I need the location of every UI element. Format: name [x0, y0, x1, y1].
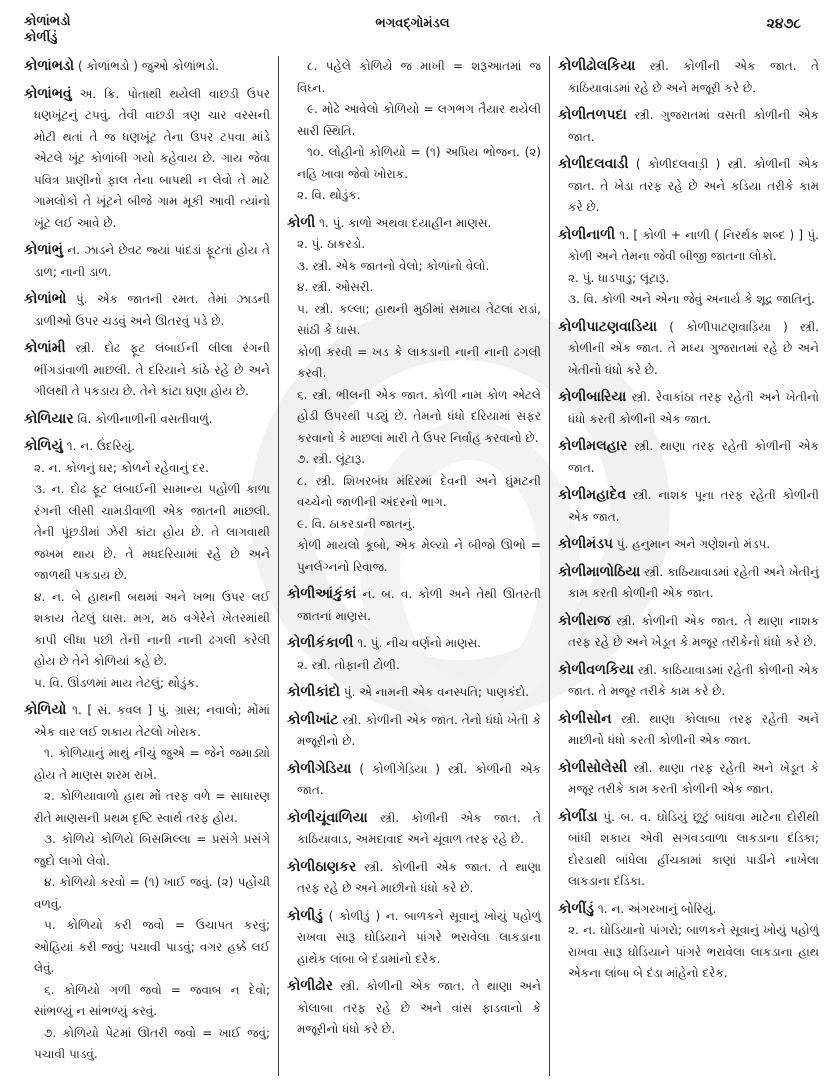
- sense-line: ૨. પું. ઠાકરડો.: [297, 237, 366, 251]
- sense-line: કોળી કરવી = ખડ કે લાકડાની નાની નાની ઢગલી કરવી.: [297, 344, 541, 380]
- definition: ૧. પું. નીચ વર્ણનો માણસ.: [357, 636, 482, 650]
- idiom-line: ૯. મોઢે આવેલો કોળિયો = લગભગ તૈયાર થયેલી સારી સ્થિતિ.: [297, 102, 541, 138]
- sense-line: ૯. વિ. ઠાકરડાની જાતનું.: [297, 516, 416, 531]
- entry-line: [558, 807, 819, 893]
- page-header: [0, 0, 825, 52]
- idiom-line: ૫. કોળિયો કરી જવો = ઉચાપત કરવું; ઓહિયાં કરી જવું; પચાવી પાડવું; વગર હક્કે લઈ લેવું.: [34, 918, 270, 975]
- sense-line: ૨. સ્ત્રી. તોફાની ટોળી.: [297, 657, 400, 672]
- dictionary-columns: [24, 56, 819, 1076]
- dictionary-entry: [558, 317, 819, 382]
- sense-line: ૮. સ્ત્રી. શિખરબંધ મંદિરમાં દેવની અને ઘુંમટની વચ્ચેનો જાળીની અંદરનો ભાગ.: [297, 473, 541, 509]
- sense-line: ૫. વિ. ઊંડળમાં માય તેટલું; થોડુંક.: [34, 675, 199, 690]
- entry-line: [558, 225, 819, 268]
- sense-line: ૩. વિ. કોળી અને એના જેવું અનાર્ય કે શૂદ્ર જાતિનું.: [568, 292, 815, 306]
- headword: કોળીનાળી: [558, 226, 616, 243]
- entry-line: [558, 154, 819, 219]
- dictionary-entry: [24, 240, 270, 283]
- idiom-line: ૮. પહેલે કોળિયે જ માખી = શરૂઆતમાં જ વિઘ્ન.: [297, 59, 541, 95]
- entry-line: [24, 289, 270, 332]
- entry-line: [287, 808, 541, 851]
- dictionary-entry: [558, 154, 819, 219]
- dictionary-entry: [24, 700, 270, 1066]
- headword: કોળીમલહાર: [558, 438, 628, 454]
- headword: કોળીખાંટ: [287, 711, 339, 728]
- dictionary-entry: [24, 84, 270, 235]
- definition: સ્ત્રી. કોળીની એક જાત. તે થાણા અને કોલાબા તરફ રહે છે અને વાંસ ફાડવાનો કે મજૂરીનો ધંધો કરે છે.: [297, 979, 541, 1036]
- sense-line: ૨. ન. ઘોડિયાનો પાંગરો; બાળકને સૂવાનું ખોયું પહોળું રાખવા સારૂ ઘોડિયાને પાંગરે ભરાવેલા લાકડાના હાથ એકના લાંબા બે દંડા માંહેનો દરેક.: [568, 923, 819, 980]
- entry-line: [287, 710, 541, 753]
- dictionary-entry: [558, 611, 819, 654]
- dictionary-entry: [558, 807, 819, 893]
- definition: સ્ત્રી. કોળીની એક જાત. તે થાણા તરફ રહે છે અને માછીનો ધંધો કરે છે.: [297, 859, 541, 895]
- sense-line: કોળી માયલો કૂબો, એક મેલ્યો ને બીજો ઊભો = પુનર્લગ્નનો રિવાજ.: [297, 538, 541, 574]
- entry-line: [558, 758, 819, 801]
- guide-word-last: કોળીંડું: [24, 30, 58, 45]
- idiom-line: ૬. કોળિયો ગળી જવો = જવાબ ન દેવો; સાંભળ્યું ન સાંભળ્યું કરવું.: [34, 982, 270, 1018]
- definition: ૧. પું. કાળો અથવા દયાહીન માણસ.: [319, 215, 492, 230]
- headword: કોળિયો: [24, 702, 67, 718]
- definition: અ. ક્રિ. પોતાથી થયેલી વાછડી ઉપર ધણખૂંટનું ટપવું. તેવી વાછડી ત્રણ ચાર વરસની મોટી થતાં તે જ ધણખૂંટ તેના ઉપર ટપવા માંડે એટલે ખૂંટ કોળાંબી ગયો કહેવાય છે. ગાય જેવા પવિત્ર પ્રાણીનો ફાલ તેના બાપથી ન લેવો તે માટે ગામલોકો તે ખૂંટને બીજે ગામ મૂકી આવી ત્યાંનો ખૂંટ લઈ આવે છે.: [34, 86, 270, 230]
- headword: કોળીરાજ: [558, 612, 611, 629]
- dictionary-entry: [558, 387, 819, 430]
- dictionary-entry: [24, 338, 270, 403]
- dictionary-entry: [287, 857, 541, 900]
- sense-line: ૨. પું. ધાડપાડુ; લૂંટારૂ.: [568, 270, 670, 285]
- dictionary-entry: [287, 976, 541, 1041]
- entry-line: [558, 317, 819, 382]
- definition: ( કોળીગેડ઼િયા ) સ્ત્રી. કોળીની એક જાત.: [297, 761, 541, 797]
- dictionary-entry: [287, 213, 541, 579]
- definition: ૧. [ કોળી + નાળી ( નિરર્થક શબ્દ ) ] પું. કોળી અને તેમના જેવી બીજી જાતના લોકો.: [568, 227, 819, 263]
- definition: સ્ત્રી. કાઠિયાવાડમાં રહેતી અને ખેતીનું કામ કરતી કોળીની એક જાત.: [568, 564, 819, 600]
- definition: સ્ત્રી. કોળીની એક જાત. તે કાઠિયાવાડ, અમદાવાદ અને ચૂંવાળ તરફ રહે છે.: [297, 810, 541, 846]
- definition: ૧. ન. ઉંદરિયું.: [66, 439, 136, 453]
- definition: પું. એ નામની એક વનસ્પતિ; પાણકંદો.: [343, 685, 530, 699]
- headword: કોળીબારિયા: [558, 389, 627, 405]
- dictionary-entry: [558, 709, 819, 752]
- sense-line: ૪. ન. બે હાથની બથમાં અને ખભા ઉપર લઈ શકાય તેટલું ઘાસ. મગ, મઠ વગેરેને ખેતરમાંથી કાપી લીધા પછી તેની નાની નાની ઢગલી કરેલી હોય છે તેને કોળિયાં કહે છે.: [34, 589, 270, 668]
- sense-line: ૨. ન. કોળનું ઘર; કોળને રહેવાનું દર.: [34, 460, 209, 475]
- entry-line: [24, 700, 270, 743]
- dictionary-entry: [558, 105, 819, 148]
- definition: પું. હનુમાન અને ગણેશનો મંડપ.: [616, 537, 771, 551]
- definition: ( કોળીડું ) ન. બાળકને સૂવાનું ખોયું પહોળું રાખવા સારૂ ઘોડિયાને પાંગરે ભરાવેલા લાકડાના હાથેક લાંબા બે દંડામાંનો દરેક.: [297, 908, 541, 966]
- idiom-line: ૩. કોળિયે કોળિયે બિસમિલ્લા = પ્રસંગે પ્રસંગે જુદો લાગો લેવો.: [34, 832, 270, 868]
- headword: કોળીઠાણકર: [287, 858, 357, 875]
- definition: પું. બ. વ. ઘોડિયું છૂટું બાંધવા માટેના દોરીથી બાંધી શકાય એવી સગવડવાળા લાકડાના દંડિકા; દોરડાથી બાંધેલા હીંચકામાં કાણાં પાડીને નાખેલા લાકડાના દંડિકા.: [568, 809, 819, 888]
- definition: પું. એક જાતની રમત. તેમાં ઝાડની ડાળીઓ ઉપર ચડવું અને ઊતરવું પડે છે.: [34, 292, 270, 328]
- dictionary-entry: [24, 436, 270, 694]
- sense-line: ૩. સ્ત્રી. એક જાતનો વેલો; કોળાંનો વેલો.: [297, 258, 490, 273]
- entry-line: [558, 387, 819, 430]
- headword: કોળીડું: [287, 907, 323, 924]
- page-number: ૨૪૭૮: [766, 16, 801, 32]
- definition: સ્ત્રી. થાણા તરફ રહેતી અને ખેડૂત કે મજૂર તરીકે કામ કરતી કોળીની એક જાત.: [568, 760, 819, 796]
- headword: કોળીવળકિયા: [558, 661, 634, 678]
- sense-line: ૩. ન. દોઢ ફૂટ લંબાઈની સામાન્ય પહોળી કાળા રંગની લીસી ચામડીવાળી એક જાતની માછલી. તેની પૂંછડીમાં ઝેરી કાંટા હોય છે. તે લાગવાથી જખમ થાય છે. તે મધદરિયામાં રહે છે અને જાળથી પકડાય છે.: [34, 482, 270, 582]
- headword: કોળાંભવું: [24, 85, 72, 102]
- entry-line: [287, 584, 541, 627]
- column-right: [549, 56, 819, 1076]
- sense-line: ૨. વિ. થોડુંક.: [297, 188, 361, 202]
- definition: ન. બ. વ. કોળી અને તેથી ઊતરતી જાતનાં માણસ.: [297, 587, 541, 623]
- dictionary-entry: [558, 534, 819, 556]
- headword: કોળિયું: [24, 438, 63, 454]
- dictionary-entry: [558, 225, 819, 311]
- entry-line: [287, 759, 541, 802]
- entry-line: [287, 906, 541, 971]
- entry-line: [24, 56, 270, 78]
- entry-line: [558, 660, 819, 703]
- headword: કોળીમાળોઠિયા: [558, 563, 641, 580]
- headword: કોળીચૂંવાળિયા: [287, 809, 368, 826]
- dictionary-entry: [287, 808, 541, 851]
- entry-line: [287, 682, 541, 704]
- headword: કોળાંભું: [24, 242, 63, 258]
- definition: સ્ત્રી. રેવાકાંઠા તરફ રહેતી અને ખેતીનો ધંધો કરતી કોળીની એક જાત.: [568, 390, 819, 426]
- entry-line: [24, 240, 270, 283]
- idiom-line: ૭. કોળિયો પેટમાં ઊતરી જવો = ખાઈ જવું; પચાવી પાડવું.: [34, 1025, 270, 1061]
- headword: કોળીતળપદા: [558, 107, 627, 123]
- entry-line: [558, 56, 819, 99]
- entry-line: [287, 857, 541, 900]
- definition: સ્ત્રી. કોળીની એક જાત. તે કાઠિયાવાડમાં રહે છે અને મજૂરી કરે છે.: [568, 59, 819, 95]
- sense-line: ૪. સ્ત્રી. ઓસરી.: [297, 280, 374, 294]
- headword: કોળીંડા: [558, 808, 598, 825]
- definition: ( કોળાંભડો ) જુઓ કોળાંભડો.: [77, 59, 219, 73]
- dictionary-entry: [24, 409, 270, 431]
- headword: કોળીપાટણવાડિયા: [558, 318, 658, 335]
- dictionary-entry: [287, 906, 541, 971]
- idiom-line: ૧. કોળિયાનું માથું નીચું જુએ = જેને જમાડ્યો હોય તે માણસ શરમ રાખે.: [34, 746, 270, 782]
- dictionary-entry: [558, 436, 819, 479]
- headword: કોળાંમી: [24, 340, 66, 356]
- entry-line: [24, 84, 270, 235]
- dictionary-entry: [558, 758, 819, 801]
- dictionary-entry: [287, 682, 541, 704]
- entry-line: [558, 611, 819, 654]
- entry-line: [558, 436, 819, 479]
- headword: કોળીકાંદો: [287, 684, 340, 700]
- entry-line: [24, 436, 270, 458]
- guide-word-first: કોળાંભડો: [24, 14, 71, 29]
- definition: સ્ત્રી. કોળીની એક જાત. તે થાણા નાશક તરફ રહે છે અને ખેડૂત કે મજૂર તરીકેનો ધંધો કરે છે.: [568, 613, 819, 649]
- definition: સ્ત્રી. કાઠિયાવાડમાં રહેતી કોળીની એક જાત. તે મજૂર તરીકે કામ કરે છે.: [568, 662, 819, 698]
- headword: કોળીમહાદેવ: [558, 487, 627, 503]
- headword: કોળીદલવાડી: [558, 156, 629, 172]
- headword: કોળીસોલેસી: [558, 759, 628, 776]
- dictionary-entry: [24, 56, 270, 78]
- headword: કોળી: [287, 214, 316, 231]
- entry-line: [287, 976, 541, 1041]
- dictionary-entry: [558, 899, 819, 985]
- sense-line: ૭. સ્ત્રી. લૂંટારૂ.: [297, 452, 366, 466]
- entry-line: [558, 562, 819, 605]
- headword: કોળાંભો: [24, 291, 67, 307]
- headword: કોળીકંકાળી: [287, 635, 354, 651]
- entry-line: [24, 409, 270, 431]
- definition: સ્ત્રી. કોળીની એક જાત. તેનો ધંધો ખેતી કે મજૂરીનો છે.: [297, 712, 541, 748]
- column-left: [24, 56, 278, 1076]
- definition: ( કોળીપાટણવાડ઼િયા ) સ્ત્રી. કોળીની એક જાત. તે મધ્ય ગુજરાતમાં રહે છે અને ખેતીનો ધંધો કરે છે.: [568, 319, 819, 377]
- dictionary-entry: [287, 710, 541, 753]
- definition: વિ. કોળીનાળીની વસતીવાળું.: [77, 411, 213, 426]
- definition: ( કોળીદલવાડ઼ી ) સ્ત્રી. કોળીની એક જાત. તે ખેડા તરફ રહે છે અને કડિયા તરીકે કામ કરે છે.: [568, 157, 819, 214]
- dictionary-entry: [287, 633, 541, 676]
- headword: કોળીસોન: [558, 710, 612, 727]
- dictionary-entry: [24, 289, 270, 332]
- dictionary-entry: [558, 56, 819, 99]
- dictionary-entry: [287, 759, 541, 802]
- sense-line: ૫. સ્ત્રી. કલ્લા; હાથની મુઠીમાં સમાય તેટલાં રાડાં, સાંઠી કે ઘાસ.: [297, 301, 541, 337]
- entry-line: [558, 105, 819, 148]
- definition: સ્ત્રી. નાશક પૂના તરફ રહેતી કોળીની એક જાત.: [568, 488, 819, 524]
- entry-line: [287, 213, 541, 235]
- definition: સ્ત્રી. ગુજરાતમાં વસતી કોળીની એક જાત.: [568, 108, 819, 144]
- headword: કોળીઆંકુંકાં: [287, 586, 357, 602]
- headword: કોળિયાર: [24, 410, 74, 427]
- headword: કોળીઢોર: [287, 978, 334, 994]
- headword: કોળીંડું: [558, 900, 594, 917]
- definition: ન. ઝાડને છેવટ જ્યાં પાંદડાં ફૂટતાં હોય તે ડાળ; નાની ડાળ.: [34, 243, 270, 279]
- definition: ૧. ન. અંગરખાનું બોરિયું.: [597, 901, 717, 916]
- running-title: ભગવદ્ગોમંડલ: [375, 16, 450, 31]
- definition: સ્ત્રી. થાણા કોલાબા તરફ રહેતી અને માછીનો ધંધો કરતી કોળીની એક જાત.: [568, 711, 819, 747]
- definition: ૧. [ સં. કવલ ] પું. ગ્રાસ; નવાલો; મોંમાં એક વાર લઈ શકાય તેટલો ખોરાક.: [34, 703, 270, 739]
- headword: કોળાંભડો: [24, 58, 75, 74]
- dictionary-entry: [287, 584, 541, 627]
- definition: સ્ત્રી. થાણા તરફ રહેતી કોળીની એક જાત.: [568, 439, 819, 475]
- idiom-line: ૧૦. લોહીનો કોળિયો = (૧) અપ્રિય ભોજન. (૨) નહિ ખાવા જેવો ખોરાક.: [297, 145, 541, 181]
- idiom-line: ૨. કોળિયાવાળો હાથ મોં તરફ વળે = સાધારણ રીતે માણસની પ્રથમ દૃષ્ટિ સ્વાર્થ તરફ હોય.: [34, 789, 270, 825]
- dictionary-entry: [558, 562, 819, 605]
- definition: સ્ત્રી. દોઢ ફૂટ લંબાઈની લીલા રંગની ભીંગડાંવાળી માછલી. તે દરિયાને કાંઠે રહે છે અને ગીલથી તે પકડાય છે. તેને કાંટા ઘણા હોય છે.: [34, 341, 270, 398]
- sense-line: ૬. સ્ત્રી. ભીલની એક જાત. કોળી નામ કોળ એટલે હોડી ઉપરથી પડ્યું છે. તેમનો ધંધો દરિયામાં સફર કરવાનો કે માછલાં મારી તે ઉપર નિર્વાહ કરવાનો છે.: [297, 387, 541, 445]
- idiom-line: ૪. કોળિયો કરવો = (૧) ખાઈ જવું. (૨) પહોંચી વળવું.: [34, 875, 270, 911]
- entry-line: [558, 709, 819, 752]
- dictionary-entry: [558, 660, 819, 703]
- headword: કોળીમંડપ: [558, 536, 613, 552]
- entry-line: [558, 485, 819, 528]
- headword: કોળીઢોલકિયા: [558, 58, 636, 74]
- entry-line: [24, 338, 270, 403]
- entry-line: [558, 899, 819, 921]
- headword: કોળીગેડિયા: [287, 760, 352, 777]
- entry-line: [287, 633, 541, 655]
- dictionary-entry: [558, 485, 819, 528]
- entry-line: [558, 534, 819, 556]
- column-middle: [278, 56, 549, 1076]
